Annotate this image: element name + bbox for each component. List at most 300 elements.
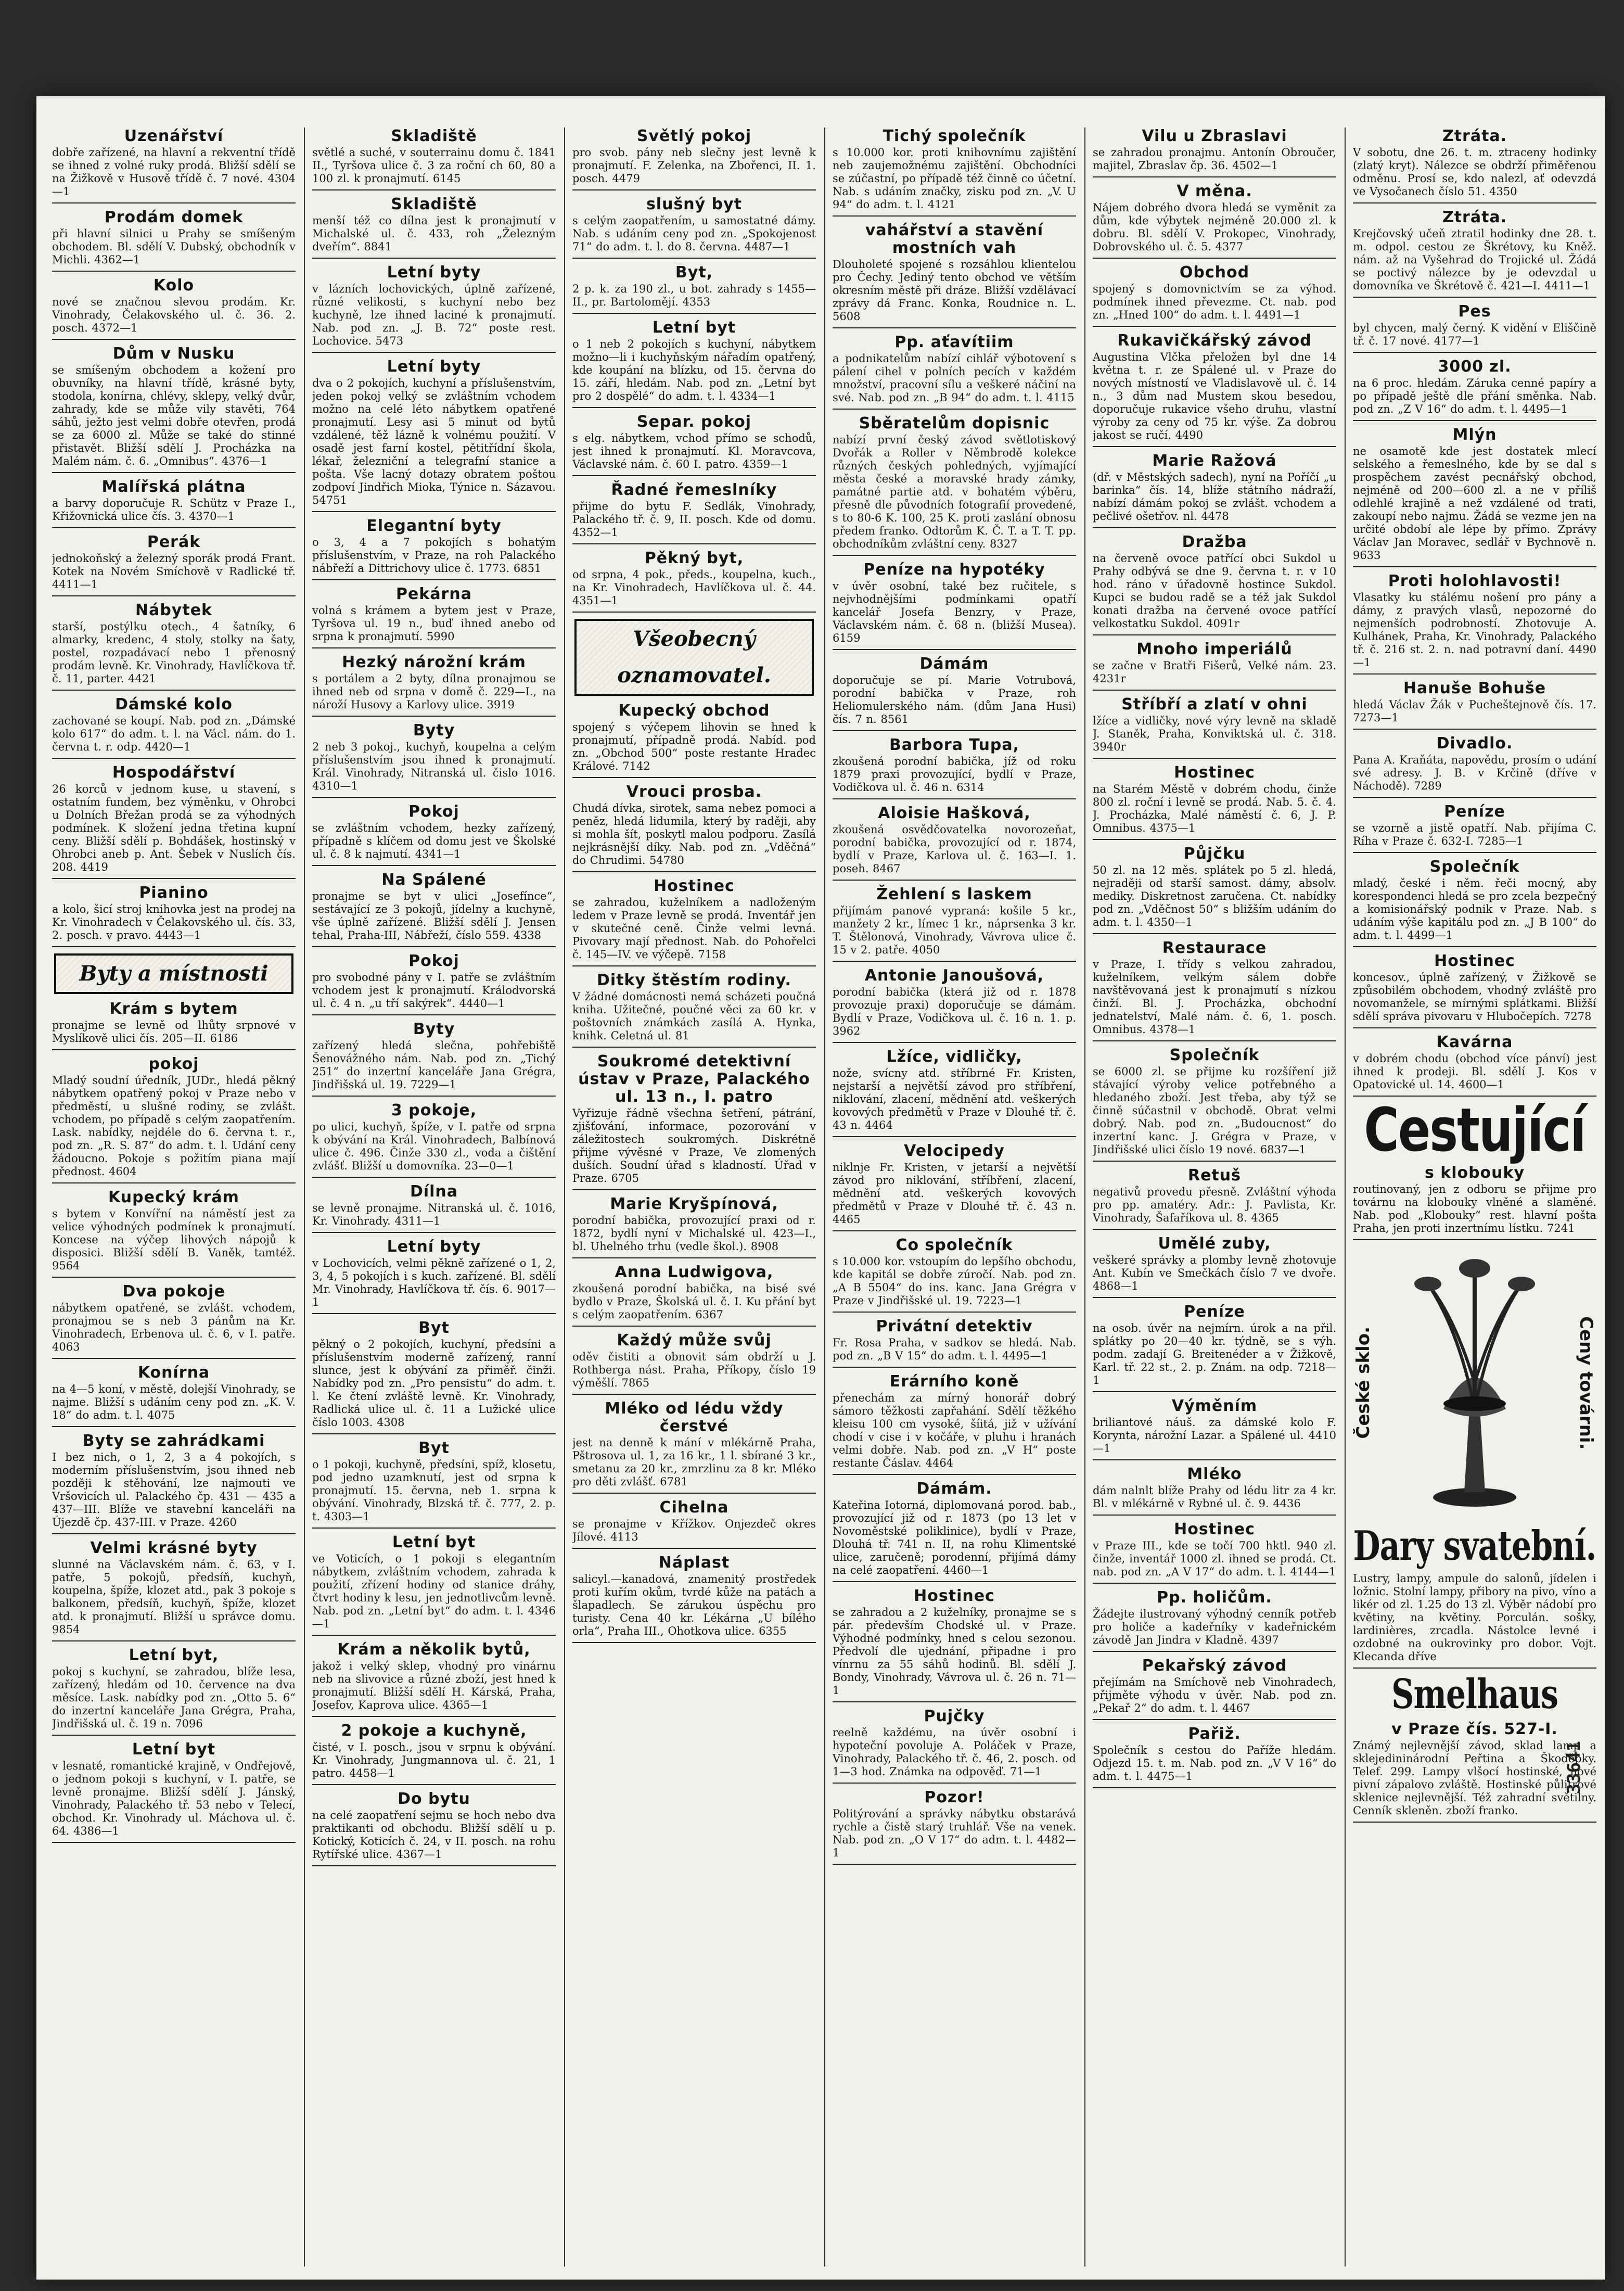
ad-text: v úvěr osobní, také bez ručitele, s nejvhodnějšími podmínkami opatří kancelář Josefa Benzry, v Praze, Václavském nám. č. 68 n. (bližší Musea). 6159	[833, 580, 1076, 644]
ad-text: mladý, české i něm. řeči mocný, aby korespondenci hledá se pro zcela bezpečný a komisionářský podnik v Praze. Nab. s udáním výše kapitálu pod zn. „J B 100“ do adm. t. l. 4499—1	[1353, 877, 1596, 941]
ad-text: porodní babička (která již od r. 1878 provozuje praxi) doporučuje se dámám. Bydlí v Praze, Vodičkova ul. č. 16 n. 1. p. 3962	[833, 986, 1076, 1037]
classified-ad	[312, 586, 556, 648]
ad-text: pronajme se levně od lhůty srpnové v Myslíkově ulici čís. 205—II. 6186	[52, 1019, 296, 1045]
ad-heading: Mléko od lédu vždy čerstvé	[605, 1399, 784, 1435]
ad-heading: 3000 zl.	[1438, 358, 1512, 376]
ad-text: volná s krámem a bytem jest v Praze, Tyršova ul. 19 n., buď ihned anebo od srpna k pronajmutí. 5990	[312, 604, 556, 643]
ad-divider	[833, 798, 1076, 799]
ad-text: se vzorně a jistě opatří. Nab. přijíma C. Ríha v Praze č. 632-I. 7285—1	[1353, 822, 1596, 847]
classified-ad	[1093, 1397, 1336, 1460]
ad-divider	[833, 555, 1076, 556]
ad-text: jest na denně k mání v mlékárně Praha, Pštrosova ul. 1, za 16 kr., 1 l. sbírané 3 kr., smetanu za 20 kr., zmrzlinu za 8 kr. Mléko pro děti zvlášť. 6781	[572, 1436, 816, 1488]
classified-ad	[1093, 1589, 1336, 1652]
ad-text: spojený s výčepem lihovin se hned k pronajmutí, případně prodá. Nabíd. pod zn. „Obchod 500“ poste restante Hradec Králové. 7142	[572, 721, 816, 772]
ad-divider	[1093, 1161, 1336, 1162]
ad-heading: Společník	[1429, 858, 1520, 876]
ad-heading: Divadlo.	[1436, 734, 1513, 753]
ad-heading: Konírna	[137, 1364, 210, 1382]
classified-ad	[312, 1790, 556, 1866]
classified-ad	[1093, 1657, 1336, 1720]
classified-ad	[312, 1183, 556, 1233]
classified-ad	[312, 1021, 556, 1097]
ad-divider	[1093, 1391, 1336, 1392]
ad-heading: Prodám domek	[104, 208, 244, 226]
section-banner-title: Všeobecný oznamovatel.	[574, 619, 814, 696]
ad-heading: Erárního koně	[889, 1372, 1019, 1391]
ad-heading: Dům v Nusku	[112, 345, 235, 363]
ad-divider	[572, 313, 816, 314]
classified-ad	[1093, 764, 1336, 840]
ad-text: Politýrování a správky nábytku obstarává rychle a čistě starý truhlář. Vše na venek. Nab. pod zn. „O V 17“ do adm. t. l. 4482—1	[833, 1808, 1076, 1859]
ad-text: Fr. Rosa Praha, v sadkov se hledá. Nab. pod zn. „B V 15“ do adm. t. l. 4495—1	[833, 1337, 1076, 1362]
ad-divider	[833, 1312, 1076, 1313]
ad-text: spojený s domovnictvím se za výhod. podmínek ihned převezme. Ct. nab. pod zn. „Hned 100“ do adm. t. l. 4491—1	[1093, 283, 1336, 321]
ad-text: v lázních lochovických, úplně zařízené, různé velikosti, s kuchyní nebo bez kuchyně, lze ihned laciné k pronajmutí. Nab. pod zn. „J. B. 72“ poste rest. Lochovice. 5473	[312, 283, 556, 347]
ad-text: Vlasatky ku stálému nošení pro pány a dámy, z pravých vlasů, nepozorné do nejmenších podrobností. Zhotovuje A. Kulhánek, Praha, Kr. Vinohrady, Palackého tř. č. 216 st. 2. n. nad potravní daní. 4490—1	[1353, 591, 1596, 669]
classified-ad	[1093, 1466, 1336, 1516]
ad-divider	[52, 1277, 296, 1278]
classified-ad	[833, 1142, 1076, 1231]
ad-divider	[1093, 758, 1336, 759]
ad-heading: Perák	[147, 533, 201, 551]
ad-heading: Hostinec	[1174, 763, 1255, 782]
ad-heading: Hanuše Bohuše	[1403, 679, 1546, 697]
classified-ad	[312, 264, 556, 353]
ad-divider	[1353, 202, 1596, 203]
vase-illustration-block	[1353, 1248, 1596, 1518]
ad-text: na celé zaopatření sejmu se hoch nebo dva praktikanti od obchodu. Bližší sdělí u p. Kotický, Koticích č. 24, v II. posch. na rohu Rytířské ulice. 4367—1	[312, 1809, 556, 1861]
ad-text: na Starém Městě v dobrém chodu, činže 800 zl. roční i levně se prodá. Nab. 5. č. 4. J. Procházka, Malé náměstí č. 6, J. P. Omnibus. 4375—1	[1093, 783, 1336, 834]
ad-divider	[833, 1136, 1076, 1137]
ad-heading: Letní byt	[652, 319, 736, 337]
ad-divider	[312, 1433, 556, 1434]
ad-divider	[312, 511, 556, 512]
ad-divider	[312, 1784, 556, 1785]
ad-heading: Ditky štěstím rodiny.	[597, 971, 791, 989]
ad-text: ne osamotě kde jest dostatek mlecí selského a řemeslného, kde by se dal s prospěchem zavést pecnářský obchod, nejméně od 200—600 zl. a ne v příliš odlehlé krajině a než vzdálené od trati, zakoupí nebo najmu. Žádá se vezme jen na určité období ale lépe by přímo. Zprávy Václav Jan Moravec, sedlář v Bychnově n. 9633	[1353, 445, 1596, 562]
classified-ad	[1353, 209, 1596, 298]
ad-divider	[572, 1189, 816, 1190]
ad-divider	[1093, 1651, 1336, 1652]
ad-heading: Pěkný byt,	[644, 549, 744, 567]
classified-ad	[1093, 264, 1336, 327]
section-banner-title: Byty a místnosti	[54, 953, 293, 994]
ad-heading: Hostinec	[914, 1587, 995, 1605]
ad-divider	[1353, 420, 1596, 421]
ad-text: niklnje Fr. Kristen, v jetarší a největší závod pro niklování, stříbření, zlacení, mědnění atd. veškerých kovových předmětů v Praze v Dlouhé tř. č. 43 n. 4465	[833, 1161, 1076, 1226]
classified-ad	[1353, 1721, 1596, 1823]
ad-divider	[312, 1635, 556, 1636]
ad-divider	[833, 880, 1076, 881]
classified-ad	[833, 886, 1076, 962]
ad-heading: Pekařský závod	[1142, 1657, 1287, 1675]
ad-text: Žádejte ilustrovaný výhodný cenník potřeb pro holiče a kadeřníky v kadeřnickém závodě Jan Jindra v Kladně. 4397	[1093, 1608, 1336, 1646]
ad-heading: Pařiž.	[1188, 1725, 1241, 1743]
ad-heading: Byty se zahrádkami	[82, 1432, 265, 1450]
classified-ad	[312, 1319, 556, 1434]
ad-heading: Velmi krásné byty	[90, 1539, 258, 1557]
ad-text: salicyl.—kanadová, znamenitý prostředek proti kuřím okům, tvrdé kůže na patách a šlapadlech. Se zárukou úspěchu pro turisty. Cena 40 kr. Lékárna „U bílého orla“, Praha III., Ohotkova ulice. 6355	[572, 1573, 816, 1637]
ad-heading: Byty	[413, 721, 455, 740]
ad-divider	[52, 472, 296, 473]
ad-heading: Skladiště	[391, 128, 477, 145]
classified-ad	[833, 1048, 1076, 1137]
ad-text: dva o 2 pokojích, kuchyní a příslušenstvím, jeden pokoj velký se zvláštním vchodem možno na celé léto nábytkem opatřené pronajmutí. Lesy asi 5 minut od bytů vzdálené, těž lázně k volnému použití. V osadě jest farní kostel, pětitřídní škola, lékař, železniční a telegrafní stanice a pošta. Vše lacný dotazy obratem poštou zodpoví Jindřich Mioka, Týnice n. Sázavou. 54751	[312, 377, 556, 506]
ad-divider	[1093, 527, 1336, 528]
ad-heading: Skladiště	[391, 195, 477, 213]
ad-divider	[1353, 797, 1596, 798]
ad-divider	[312, 189, 556, 190]
ad-heading: Letní byty	[387, 1238, 481, 1256]
classified-ad	[312, 871, 556, 947]
ad-text: I bez nich, o 1, 2, 3 a 4 pokojích, s moderním příslušenstvím, jsou ihned neb později k stěhování, lze najmouti ve Vršovicích ul. Palackého čp. 431 — 435 a 437—III. Blíže ve stavební kanceláři na Újezdě čp. 437-III. v Praze. 4260	[52, 1451, 296, 1529]
ad-divider	[1093, 1787, 1336, 1788]
ad-text: negativů provedu přesně. Zvláštní výhoda pro pp. amatéry. Adr.: J. Pavlista, Kr. Vinohrady, Šafaříkova ul. 8. 4365	[1093, 1186, 1336, 1224]
ad-divider	[1353, 297, 1596, 298]
ad-heading: Cihelna	[659, 1498, 729, 1517]
ad-heading: Anna Ludwigova,	[615, 1263, 774, 1281]
ad-text: světlé a suché, v souterrainu domu č. 1841 II., Tyršova ulice č. 3 za roční ch 60, 80 a 100 zl. k pronajmutí. 6145	[312, 146, 556, 185]
ad-heading: Letní byty	[387, 358, 481, 376]
ad-text: se levně pronajme. Nitranská ul. č. 1016, Kr. Vinohrady. 4311—1	[312, 1202, 556, 1227]
classified-ad	[1093, 533, 1336, 635]
ad-text: V sobotu, dne 26. t. m. ztraceny hodinky (zlatý kryt). Nálezce se obdrží přiměřenou odměnu. Prosí se, kdo nalezl, ať odevzdá ve Vysočanech číslo 51. 4350	[1353, 146, 1596, 198]
classified-ad	[1353, 572, 1596, 674]
classified-ad	[1353, 1034, 1596, 1097]
ad-divider	[1353, 1027, 1596, 1028]
section-banner	[572, 619, 816, 696]
ad-text: a barvy doporučuje R. Schütz v Praze I., Křižovnická ulice čís. 3. 4370—1	[52, 497, 296, 523]
ad-text: a kolo, šicí stroj knihovka jest na prodej na Kr. Vinohradech v Čelakovského ul. čís. 33, 2. posch. v pravo. 4443—1	[52, 903, 296, 941]
ad-heading: Půjčku	[1183, 845, 1246, 863]
ad-heading: Rukavičkářský závod	[1117, 332, 1312, 350]
ad-heading: Kolo	[153, 276, 195, 295]
ad-divider	[52, 202, 296, 203]
ad-text: koncesov., úplně zařízený, v Žižkově se způsobilém obchodem, vhodný zvláště pro novomanžele, se mírnými splátkami. Bližší sdělí správa pivovaru v Hlubočepích. 7278	[1353, 971, 1596, 1023]
classified-ad	[1093, 1725, 1336, 1788]
ad-text: čisté, v I. posch., jsou v srpnu k obývání. Kr. Vinohrady, Jungmannova ul. č. 21, 1 patro. 4458—1	[312, 1741, 556, 1779]
ad-heading: Antonie Janoušová,	[864, 966, 1044, 985]
ad-heading: Pokoj	[408, 952, 459, 970]
ad-text: na červeně ovoce patřící obci Sukdol u Prahy odbývá se dne 9. června t. r. v 10 hod. ráno v úřadovně hostince Sukdol. Kupci se budou radě se a též jak Sukdol konati dražba na červené ovoce patřící velkostatku Sukdol. 4091r	[1093, 552, 1336, 630]
classified-ad	[312, 1102, 556, 1178]
vase-icon	[1397, 1253, 1553, 1513]
ad-text: zařízený hledá slečna, pohřebiště Šenovážného nám. Nab. pod zn. „Tichý 251“ do inzertní kanceláře Jana Grégra, Jindřišská ul. 19. 7229—1	[312, 1039, 556, 1091]
classified-ad	[1093, 128, 1336, 177]
ad-text: slunné na Václavském nám. č. 63, v I. patře, 5 pokojů, předsíň, kuchyň, koupelna, špíže, klozet atd., pak 3 pokoje s balkonem, předsíň, kuchyň, špíže, klozet atd. k pronajmutí. Bližší u správce domu. 9854	[52, 1558, 296, 1636]
column-rule	[1084, 128, 1085, 2267]
ad-text: s elg. nábytkem, vchod přímo se schodů, jest ihned k pronajmutí. Kl. Moravcova, Václavské nám. č. 60 I. patro. 4359—1	[572, 432, 816, 470]
ad-text: Mladý soudní úředník, JUDr., hledá pěkný nábytkem opatřený pokoj v Praze nebo v předměstí, u slušné rodiny, se zvlášt. vchodem, po případě s celým zaopatřením. Lask. nabídky, nejdéle do 6. června t. r., pod zn. „R. S. 87“ do adm. t. l. Udání ceny žádoucno. Pokoje s požitím piana mají přednost. 4604	[52, 1074, 296, 1178]
ad-divider	[1093, 176, 1336, 177]
ad-text: 26 korců v jednom kuse, u stavení, s ostatním fundem, bez výměnku, v Ohrobci u Dolních Břežan prodá se za výhodných podmínek. K složení jedna třetina kupní ceny. Bližší sdělí p. Bohdášek, hostinský v Ohrobci aneb p. Ant. Šebek v Nuslích čís. 208. 4419	[52, 783, 296, 873]
ad-divider	[312, 1177, 556, 1178]
classified-ad	[312, 722, 556, 798]
classified-ad	[833, 1318, 1076, 1368]
classified-ad	[833, 1373, 1076, 1475]
ad-divider	[572, 777, 816, 778]
ad-divider	[833, 1864, 1076, 1865]
column-rule	[824, 128, 825, 2267]
ad-heading: pokoj	[148, 1055, 199, 1073]
classified-ad	[312, 654, 556, 717]
ad-divider	[833, 1783, 1076, 1784]
ad-text: se pronajme v Křížkov. Onjezdeč okres Jílové. 4113	[572, 1518, 816, 1543]
ad-heading: Dílna	[410, 1182, 458, 1201]
classified-ad	[1093, 1167, 1336, 1230]
ad-divider	[52, 690, 296, 691]
ad-text: briliantové náuš. za dámské kolo F. Korynta, nárožní Lazar. a Spálené ul. 4410—1	[1093, 1416, 1336, 1455]
ad-divider	[1093, 933, 1336, 934]
ad-divider	[833, 409, 1076, 410]
classified-ad	[312, 1641, 556, 1717]
ad-text: Dlouholeté spojené s rozsáhlou klientelou pro Čechy. Jediný tento obchod ve větším okresním městě při dráze. Bližší vzdělávací zprávy dá Franc. Konka, Roudnice n. L. 5608	[833, 258, 1076, 323]
ad-divider	[52, 1049, 296, 1050]
ad-heading: Společník	[1169, 1046, 1260, 1064]
ad-divider	[1353, 1822, 1596, 1823]
section-banner	[52, 953, 296, 994]
ad-text: oděv čistiti a obnovit sám obdrží u J. Rothberga nást. Praha, Příkopy, číslo 19 výměšlí. 7865	[572, 1351, 816, 1389]
ad-heading: Peníze	[1184, 1303, 1245, 1321]
classified-ad	[572, 1264, 816, 1327]
ad-divider	[1093, 326, 1336, 327]
ad-divider	[312, 797, 556, 798]
classified-ad	[572, 1053, 816, 1190]
column-3	[572, 128, 816, 2267]
classified-ad	[52, 209, 296, 272]
ad-heading: Tichý společník	[883, 128, 1026, 145]
ad-divider	[572, 871, 816, 872]
ad-divider	[1093, 1719, 1336, 1720]
ad-divider	[833, 730, 1076, 731]
ad-divider	[1353, 946, 1596, 947]
ad-text: se zvláštním vchodem, hezky zařízený, případně s klíčem od domu jest ve Školské ul. č. 8 k najmutí. 4341—1	[312, 822, 556, 860]
display-ad-title: Dary svatební.	[1353, 1522, 1596, 1570]
ad-divider	[572, 612, 816, 613]
ad-divider	[572, 1548, 816, 1549]
ad-divider	[572, 1047, 816, 1048]
ad-divider	[1093, 446, 1336, 447]
ad-text: s 10.000 kor. proti knihovnímu zajištění neb zaujemožnému zajištění. Obchodníci se zúčastní, po případě též činně co účetní. Nab. s udáním značky, zisku pod zn. „V. U 94“ do adm. t. l. 4121	[833, 146, 1076, 211]
classified-ad	[1353, 858, 1596, 947]
ad-heading: v Praze čís. 527-I.	[1391, 1720, 1558, 1738]
classified-ad	[572, 319, 816, 408]
ad-heading: Dámské kolo	[115, 695, 233, 714]
ad-heading: Byt	[418, 1439, 450, 1457]
ad-divider	[52, 1735, 296, 1736]
ad-heading: Restaurace	[1162, 939, 1267, 957]
ad-divider	[312, 865, 556, 866]
ad-heading: Hostinec	[1174, 1520, 1255, 1538]
ad-divider	[572, 965, 816, 966]
classified-ad	[52, 533, 296, 596]
classified-ad	[572, 128, 816, 190]
column-rule	[1345, 128, 1346, 2267]
ad-text: po ulici, kuchyň, špíže, v I. patře od srpna k obývání na Král. Vinohradech, Balbínová ulice č. 496. Činže 330 zl., voda a čištění zvlášť. Bližší u domovníka. 23—0—1	[312, 1121, 556, 1172]
ad-heading: 3 pokoje,	[391, 1101, 477, 1119]
classified-ad	[833, 561, 1076, 650]
ad-divider	[833, 215, 1076, 217]
ad-heading: Peníze	[1444, 803, 1505, 821]
ad-text: Lustry, lampy, ampule do salonů, jídelen i ložnic. Stolní lampy, přibory na pivo, víno a likér od zl. 1.25 do 13 zl. Výběr nádobí pro květiny, na květiny. Porculán. sošky, lardinières, zrcadla. Nástolce levné i ozdobné na oukrovinky pro dobor. Vojt. Klecanda dříve	[1353, 1572, 1596, 1663]
classified-ad	[52, 345, 296, 473]
ad-heading: Krám a několik bytů,	[337, 1640, 531, 1659]
ad-heading: Dražba	[1182, 533, 1247, 551]
ad-text: lžíce a vidličky, nové výry levně na skladě J. Staněk, Praha, Konviktská ul. č. 318. 3940r	[1093, 715, 1336, 753]
ad-heading: Umělé zuby,	[1158, 1234, 1271, 1253]
classified-ad	[52, 1364, 296, 1427]
ad-heading: Každý může svůj	[617, 1331, 772, 1350]
ad-divider	[52, 1842, 296, 1843]
ad-heading: Náplast	[658, 1554, 730, 1572]
classified-ad	[1093, 1521, 1336, 1584]
ad-heading: Mléko	[1187, 1465, 1242, 1483]
ad-divider	[52, 1182, 296, 1183]
ad-text: Pana A. Kraňáta, napovědu, prosím o udání své adresy. J. B. v Krčině (dříve v Náchodě). 7289	[1353, 754, 1596, 792]
ad-text: na 6 proc. hledám. Záruka cenné papíry a po případě ještě dle přání směnka. Nab. pod zn. „Z V 16“ do adm. t. l. 4495—1	[1353, 377, 1596, 415]
classified-ad	[833, 1480, 1076, 1582]
ad-text: se zahradou a 2 kuželníky, pronajme se s pár. především Chodské ul. v Praze. Výhodné podmínky, hned s celou sezonou. Předvolí dle ujednání, připadne i pro vínrnu za 55 sáhů hodinů. Bl. sdělí J. Bondy, Vinohrady, Vávrova ul. č. 26 n. 71—1	[833, 1606, 1076, 1697]
ad-text: V žádné domácnosti nemá scházeti poučná kniha. Užitečné, poučné věci za 60 kr. v poštovních známkách zasílá A. Hynka, knihk. Celetná ul. 81	[572, 990, 816, 1042]
ad-heading: Dva pokoje	[122, 1282, 225, 1301]
classified-ad	[572, 1554, 816, 1643]
classified-ad	[1093, 939, 1336, 1041]
classified-ad	[833, 1587, 1076, 1702]
ad-divider	[1093, 690, 1336, 691]
ad-heading: Výměním	[1171, 1397, 1258, 1415]
ad-heading: Pp. holičům.	[1157, 1588, 1272, 1607]
ad-heading: Dámám.	[916, 1480, 992, 1498]
ad-text: nabízí první český závod světlotiskový Dvořák a Roller v Němbrodě kolekce různých českých pohledných, vyjímající města české a moravské hrady zámky, památné partie atd. v bohatém výběru, přesně dle původních fotografií provedené, s to 80-6 K. 100, 25 K. proti zaslání obnosu předem franko. Odtorům K. Č. T. a T. T. pp. obchodníkům zvláštní ceny. 8327	[833, 434, 1076, 550]
ad-divider	[572, 543, 816, 544]
page-stamp-number: 33641	[1564, 1741, 1584, 1794]
ad-text: zkoušená porodní babička, na bisé své bydlo v Praze, Školská ul. č. I. Ku přání byt s celým zaopatřením. 6367	[572, 1282, 816, 1321]
classified-ad	[52, 1741, 296, 1843]
ad-heading: Pujčky	[924, 1707, 985, 1725]
column-rule	[304, 128, 305, 2267]
ad-heading: Kavárna	[1436, 1033, 1513, 1051]
ad-divider	[572, 258, 816, 259]
ad-divider	[1093, 1459, 1336, 1460]
classified-ad	[52, 1283, 296, 1359]
classified-ad	[572, 972, 816, 1048]
ad-heading: Peníze na hypotéky	[863, 561, 1045, 579]
ad-heading: Byt	[418, 1319, 450, 1337]
classified-ad	[572, 1195, 816, 1258]
ad-heading: Kupecký obchod	[618, 702, 770, 720]
ad-heading: Pp. aťavítiim	[894, 333, 1014, 351]
display-ad-heading	[1353, 1522, 1596, 1570]
ad-heading: Mnoho imperiálů	[1136, 640, 1293, 658]
ad-text: nože, svícny atd. stříbrné Fr. Kristen, nejstarší a největší závod pro stříbření, niklování, zlacení, mědnění atd. veškerých kovových předmětů v Praze v Dlouhé tř. č. 43 n. 4464	[833, 1067, 1076, 1131]
classified-ad	[1093, 452, 1336, 528]
ad-text: při hlavní silnici u Prahy se smíšeným obchodem. Bl. sdělí V. Dubský, obchodník v Michli. 4362—1	[52, 227, 296, 266]
ad-divider	[572, 407, 816, 408]
classified-ad	[52, 1055, 296, 1183]
ad-divider	[1353, 729, 1596, 730]
ad-heading: Retuš	[1187, 1166, 1241, 1185]
ad-heading: 2 pokoje a kuchyně,	[341, 1722, 527, 1740]
ad-heading: Světlý pokoj	[636, 128, 752, 145]
ad-divider	[833, 1701, 1076, 1702]
classified-ad	[52, 478, 296, 528]
ad-heading: Lžíce, vidličky,	[886, 1048, 1022, 1066]
ad-heading: Hospodářství	[112, 763, 236, 782]
ad-divider	[572, 1642, 816, 1643]
display-ad-headline	[1353, 1095, 1596, 1165]
classified-ad	[52, 602, 296, 691]
ad-text: zkoušená porodní babička, jíž od roku 1879 praxi provozující, bydlí v Praze, Vodičkova ul. č. 46 n. 6314	[833, 755, 1076, 794]
display-ad-title: Cestující	[1364, 1095, 1585, 1165]
ad-divider	[312, 1014, 556, 1015]
ad-divider	[1093, 1583, 1336, 1584]
ad-text: Krejčovský učeň ztratil hodinky dne 28. t. m. odpol. cestou ze Škrétovy, ku Kněž. nám. až na Vyšehrad do Trojické ul. Žádá se poctivý nálezce by je odevzdal u domovníka ve Škrétově č. 421—I. 4411—1	[1353, 227, 1596, 292]
ad-text: pro svobodné pány v I. patře se zvláštním vchodem jest k pronajmutí. Králodvorská ul. č. 4 n. „u tří sakýrek“. 4440—1	[312, 971, 556, 1010]
ad-divider	[1353, 852, 1596, 853]
vertical-caption-left: České sklo.	[1353, 1327, 1374, 1439]
ad-text: o 1 pokoji, kuchyně, předsíni, spíž, klosetu, pod jedno uzamknutí, jest od srpna k pronajmutí. 15. června, neb 1. srpna k obývání. Vinohrady, Blzská tř. č. 777, 2. p. t. 4303—1	[312, 1458, 556, 1523]
display-ad-heading	[1353, 1671, 1596, 1719]
ad-divider	[572, 1326, 816, 1327]
column-6	[1353, 128, 1596, 2267]
classified-ad	[52, 1000, 296, 1050]
classified-ad	[1353, 1164, 1596, 1240]
classified-ad	[312, 952, 556, 1015]
ad-heading: Aloisie Hašková,	[878, 804, 1031, 822]
ad-heading: Pokoj	[408, 803, 459, 821]
ad-heading: Byt,	[675, 263, 713, 282]
ad-heading: Letní byty	[387, 263, 481, 282]
classified-ad	[52, 884, 296, 947]
ad-text: Společník s cestou do Paříže hledám. Odjezd 15. t. m. Nab. pod zn. „V V 16“ do adm. t. l. 4475—1	[1093, 1744, 1336, 1783]
classified-ad	[1093, 1303, 1336, 1392]
ad-heading: Hostinec	[654, 877, 735, 895]
ad-heading: Pozor!	[924, 1788, 984, 1806]
classified-ad	[833, 415, 1076, 556]
ad-heading: Hostinec	[1434, 952, 1515, 970]
ad-divider	[52, 946, 296, 947]
ad-divider	[833, 961, 1076, 962]
ad-divider	[1353, 1239, 1596, 1240]
ad-divider	[312, 579, 556, 580]
ad-heading: Žehlení s laskem	[876, 885, 1032, 903]
ad-heading: Sběratelům dopisnic	[859, 414, 1050, 432]
ad-text: jakož i velký sklep, vhodný pro vinárnu neb na slivovice a různé zboží, jest hned k pronajmutí. Bližší sdělí H. Kárská, Praha, Josefov, Kaprova ulice. 4365—1	[312, 1660, 556, 1711]
ad-divider	[833, 1581, 1076, 1582]
ad-heading: slušný byt	[646, 195, 743, 213]
ad-text: reelně každému, na úvěr osobní i hypoteční povoluje A. Poláček v Praze, Vinohrady, Palackého tř. č. 46, 2. posch. od 1—3 hod. Známka na odpověď. 71—1	[833, 1726, 1076, 1778]
ad-divider	[52, 1358, 296, 1359]
classified-ad	[572, 1499, 816, 1549]
classified-ad	[572, 877, 816, 966]
classified-ad	[572, 702, 816, 778]
ad-heading: Hezký nárožní krám	[342, 653, 526, 671]
ad-divider	[833, 327, 1076, 328]
ad-heading: Ztráta.	[1442, 128, 1507, 145]
ad-text: přijímám panové vypraná: košile 5 kr., manžety 2 kr., límec 1 kr., náprsenka 3 kr. T. Štělonová, Vinohrady, Vávrova ulice č. 15 v 2. patře. 4050	[833, 905, 1076, 956]
ad-text: v Praze III., kde se točí 700 hktl. 940 zl. činže, inventář 1000 zl. ihned se prodá. Ct. nab. pod zn. „A V 17“ do adm. t. l. 4144—1	[1093, 1539, 1336, 1578]
ad-divider	[52, 527, 296, 528]
ad-text: pokoj s kuchyní, se zahradou, blíže lesa, zařízený, hledám od 10. července na dva měsíce. Lask. nabídky pod zn. „Otto 5. 6“ do inzertní kanceláře Jana Grégra, Praha, Jindřišská ul. č. 19 n. 7096	[52, 1665, 296, 1730]
ad-divider	[312, 1716, 556, 1717]
ad-divider	[1093, 1040, 1336, 1041]
classified-ad	[572, 481, 816, 544]
ad-text: s portálem a 2 byty, dílna pronajmou se ihned neb od srpna v domě č. 229—I., na nároží Husovy a Karlovy ulice. 3919	[312, 672, 556, 711]
ad-divider	[52, 1426, 296, 1427]
ad-divider	[52, 271, 296, 272]
ad-heading: Vilu u Zbraslavi	[1142, 128, 1287, 145]
classified-ad	[833, 655, 1076, 731]
